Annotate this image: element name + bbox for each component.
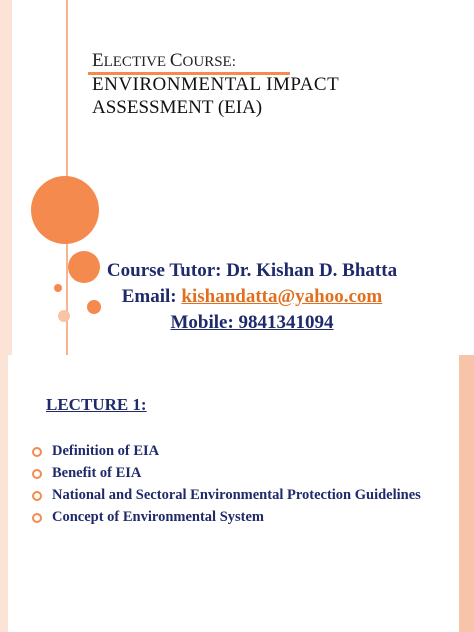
lecture-topics-list	[32, 441, 442, 529]
mobile-line: Mobile: 9841341094	[170, 312, 334, 333]
left-accent-strip-lower	[0, 355, 8, 632]
title-letter: E	[92, 50, 104, 71]
list-item-text: National and Sectoral Environmental Protection Guidelines	[52, 487, 421, 503]
slide-title-line3: ASSESSMENT (EIA)	[92, 97, 263, 118]
slide-title-line2: ENVIRONMENTAL IMPACT	[92, 74, 340, 95]
list-item-text: Definition of EIA	[52, 443, 160, 459]
bullet-icon	[32, 513, 42, 523]
title-word: LECTIVE	[103, 54, 170, 70]
decorative-circle-large	[31, 176, 99, 244]
lecture-heading: LECTURE 1:	[46, 395, 147, 414]
email-link[interactable]: kishandatta@yahoo.com	[181, 286, 383, 307]
list-item-text: Concept of Environmental System	[52, 509, 264, 525]
email-label: Email:	[121, 286, 182, 307]
list-item-text: Benefit of EIA	[52, 465, 142, 481]
lecture-slide	[8, 355, 459, 632]
list-item	[32, 463, 442, 483]
list-item	[32, 441, 442, 461]
slide-title-course	[92, 50, 236, 72]
title-letter: C	[169, 50, 183, 71]
title-word: OURSE:	[182, 54, 236, 70]
bullet-icon	[32, 469, 42, 479]
course-tutor: Course Tutor: Dr. Kishan D. Bhatta	[106, 260, 398, 281]
list-item	[32, 485, 442, 505]
email-line	[0, 286, 474, 308]
list-item	[32, 507, 442, 527]
bullet-icon	[32, 447, 42, 457]
bullet-icon	[32, 491, 42, 501]
right-accent-strip	[459, 355, 474, 632]
